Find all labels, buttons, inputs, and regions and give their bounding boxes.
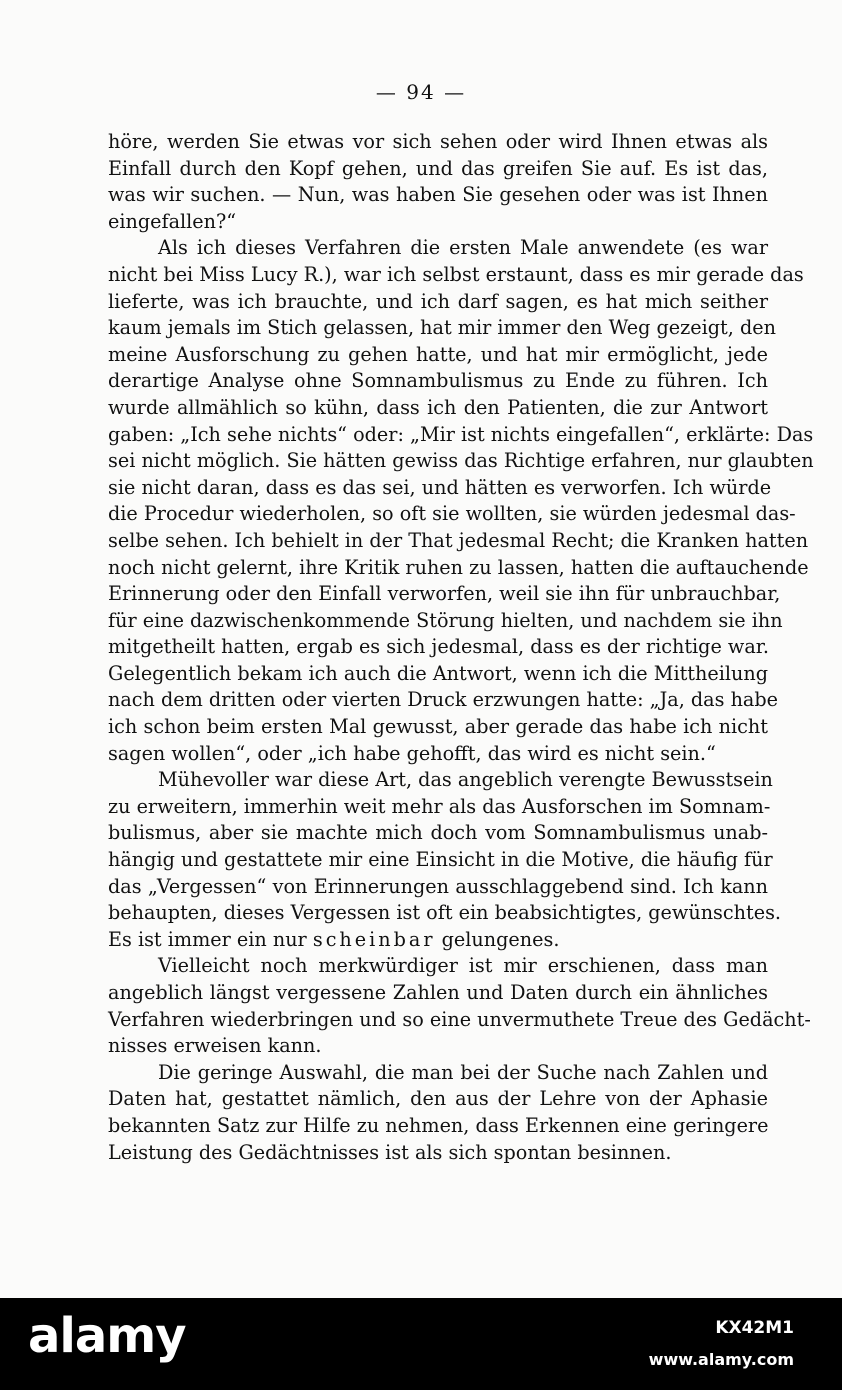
paragraph-start-line: Die geringe Auswahl, die man bei der Suche nach Zahlen und [158, 1060, 768, 1084]
text-line: Daten hat, gestattet nämlich, den aus der Lehre von der Aphasie [108, 1087, 768, 1111]
text-line: Einfall durch den Kopf gehen, und das greifen Sie auf. Es ist das, [108, 156, 768, 180]
text-line: Verfahren wiederbringen und so eine unvermuthete Treue des Gedächt- [108, 1007, 811, 1031]
text-line: nach dem dritten oder vierten Druck erzwungen hatte: „Ja, das habe [108, 688, 779, 712]
text-line: mitgetheilt hatten, ergab es sich jedesmal, dass es der richtige war. [108, 635, 769, 659]
text-line: bekannten Satz zur Hilfe zu nehmen, dass Erkennen eine geringere [108, 1113, 769, 1137]
watermark-bar [0, 1298, 842, 1390]
text-line: hängig und gestattete mir eine Einsicht in die Motive, die häufig für [108, 848, 773, 872]
text-line: nisses erweisen kann. [108, 1034, 322, 1058]
text-line: sagen wollen“, oder „ich habe gehofft, das wird es nicht sein.“ [108, 741, 716, 765]
text-line: noch nicht gelernt, ihre Kritik ruhen zu lassen, hatten die auftauchende [108, 555, 809, 579]
text-line: zu erweitern, immerhin weit mehr als das Ausforschen im Somnam- [108, 794, 771, 818]
paragraph-start-line: Vielleicht noch merkwürdiger ist mir erschienen, dass man [158, 954, 768, 978]
text-line: die Procedur wiederholen, so oft sie wollten, sie würden jedesmal das- [108, 502, 796, 526]
emphasized-word: scheinbar [312, 927, 436, 951]
page-number: — 94 — [375, 80, 467, 104]
text-line: Gelegentlich bekam ich auch die Antwort, wenn ich die Mittheilung [108, 661, 768, 685]
text-line [108, 927, 768, 954]
text-line: behaupten, dieses Vergessen ist oft ein beabsichtigtes, gewünschtes. [108, 901, 782, 925]
text-line: eingefallen?“ [108, 209, 237, 233]
text-line-start: Es ist immer ein nur [108, 927, 313, 951]
paragraph-start-line: Als ich dieses Verfahren die ersten Male anwendete (es war [158, 236, 768, 260]
brand-logo: alamy [28, 1308, 186, 1364]
text-line: was wir suchen. — Nun, was haben Sie gesehen oder was ist Ihnen [108, 183, 768, 207]
text-line: gaben: „Ich sehe nichts“ oder: „Mir ist nichts eingefallen“, erklärte: Das [108, 422, 814, 446]
text-line: angeblich längst vergessene Zahlen und Daten durch ein ähnliches [108, 981, 768, 1004]
image-id: KX42M1 [715, 1318, 794, 1338]
text-line: derartige Analyse ohne Somnambulismus zu Ende zu führen. Ich [108, 369, 768, 393]
text-line: kaum jemals im Stich gelassen, hat mir immer den Weg gezeigt, den [108, 316, 776, 340]
text-line: wurde allmählich so kühn, dass ich den Patienten, die zur Antwort [108, 395, 768, 419]
text-line: bulismus, aber sie machte mich doch vom Somnambulismus unab- [108, 821, 768, 845]
text-line: Leistung des Gedächtnisses ist als sich spontan besinnen. [108, 1140, 672, 1164]
text-line: meine Ausforschung zu gehen hatte, und hat mir ermöglicht, jede [108, 342, 768, 366]
text-line: das „Vergessen“ von Erinnerungen ausschlaggebend sind. Ich kann [108, 874, 768, 898]
text-line-end: gelungenes. [435, 927, 560, 951]
text-line: sie nicht daran, dass es das sei, und hätten es verworfen. Ich würde [108, 475, 772, 499]
text-line: für eine dazwischenkommende Störung hielten, und nachdem sie ihn [108, 608, 783, 632]
text-line: lieferte, was ich brauchte, und ich darf sagen, es hat mich seither [108, 289, 768, 313]
text-line: ich schon beim ersten Mal gewusst, aber gerade das habe ich nicht [108, 715, 768, 739]
site-url: www.alamy.com [648, 1350, 794, 1369]
text-line: nicht bei Miss Lucy R.), war ich selbst erstaunt, dass es mir gerade das [108, 262, 804, 286]
text-line: sei nicht möglich. Sie hätten gewiss das Richtige erfahren, nur glaubten [108, 449, 814, 473]
text-line: selbe sehen. Ich behielt in der That jedesmal Recht; die Kranken hatten [108, 528, 809, 552]
body-text [108, 129, 814, 1166]
text-line: Erinnerung oder den Einfall verworfen, weil sie ihn für unbrauchbar, [108, 582, 781, 606]
paragraph-start-line: Mühevoller war diese Art, das angeblich verengte Bewusstsein [158, 768, 773, 792]
text-line: höre, werden Sie etwas vor sich sehen oder wird Ihnen etwas als [108, 130, 768, 153]
